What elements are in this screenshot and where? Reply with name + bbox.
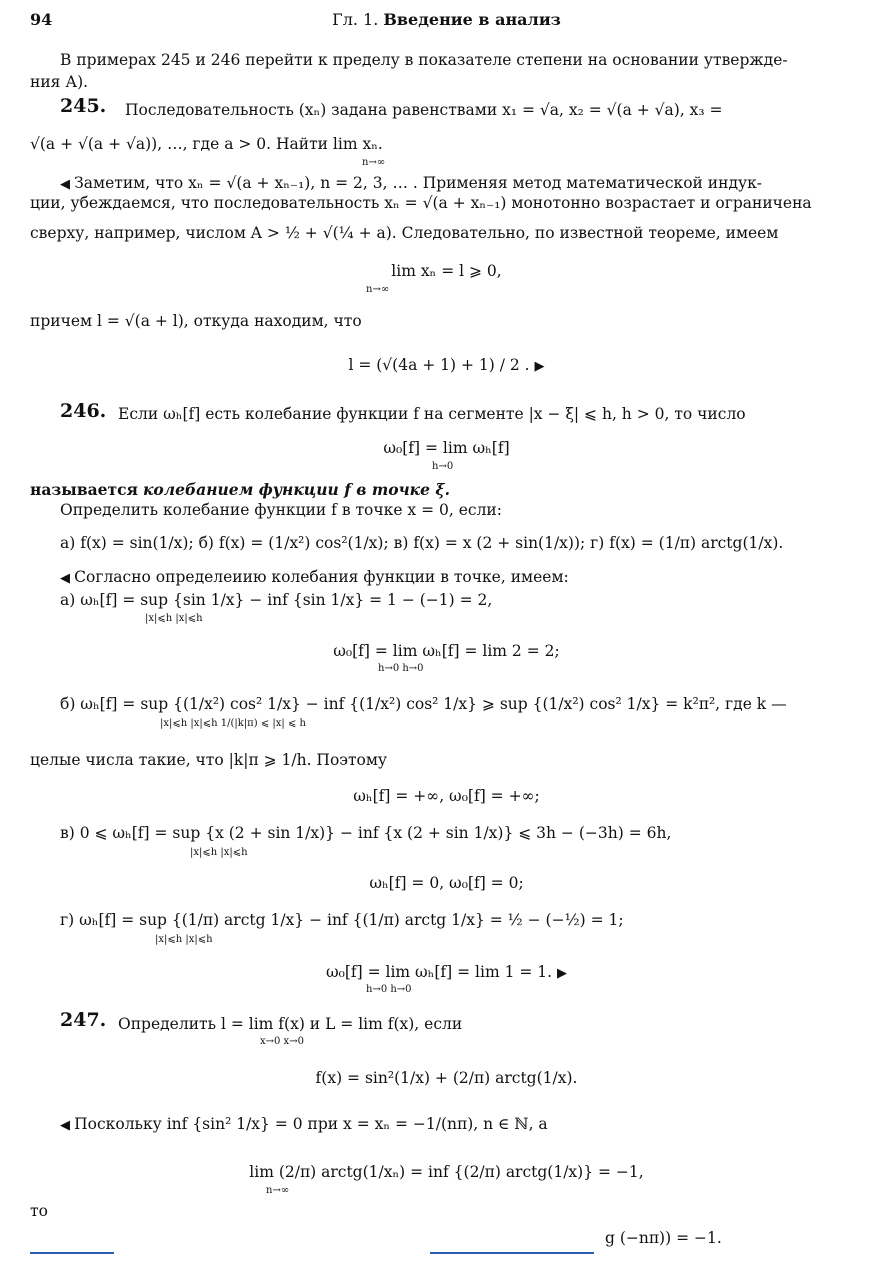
problem-246-line-2 xyxy=(30,480,450,500)
solution-246-d-2: ω₀[f] = lim ωₕ[f] = lim 1 = 1. ▶ xyxy=(325,963,568,981)
solution-247-to: то xyxy=(30,1202,48,1220)
definition-term: колебанием функции f в точке ξ. xyxy=(142,480,450,499)
solution-245-line-1: ◀ Заметим, что xₙ = √(a + xₙ₋₁), n = 2, 3, … . Применяя метод математической индук- xyxy=(60,174,763,192)
solution-end-icon: ▶ xyxy=(534,359,545,374)
solution-246-c-2: ωₕ[f] = 0, ω₀[f] = 0; xyxy=(369,874,524,892)
problem-246-line-3: Определить колебание функции f в точке x = 0, если: xyxy=(60,501,502,519)
limit-subscript: n→∞ xyxy=(366,284,390,295)
formula-limit-l: lim xₙ = l ⩾ 0, xyxy=(391,262,502,280)
solution-end-icon: ▶ xyxy=(557,966,568,981)
chapter-label: Гл. 1. xyxy=(332,10,379,29)
solution-246-a-2: ω₀[f] = lim ωₕ[f] = lim 2 = 2; xyxy=(333,642,560,660)
solution-247-line-1: ◀ Поскольку inf {sin² 1/x} = 0 при x = xₙ = −1/(nπ), n ∈ ℕ, а xyxy=(60,1115,548,1133)
problem-number-245: 245. xyxy=(60,95,107,117)
chapter-title: Введение в анализ xyxy=(383,10,561,29)
solution-246-b-3: ωₕ[f] = +∞, ω₀[f] = +∞; xyxy=(353,787,540,805)
solution-245-line-4: причем l = √(a + l), откуда находим, что xyxy=(30,312,362,330)
limit-subscript: n→∞ xyxy=(362,157,386,168)
solution-246-line-1: ◀ Согласно определеиию колебания функции в точке, имеем: xyxy=(60,568,569,586)
problem-246-line-1: Если ωₕ[f] есть колебание функции f на сегменте |x − ξ| ⩽ h, h > 0, то число xyxy=(118,405,746,423)
link-underline xyxy=(430,1252,594,1254)
solution-start-icon: ◀ xyxy=(60,1118,75,1133)
solution-246-d-1: г) ωₕ[f] = sup {(1/π) arctg 1/x} − inf {(1/π) arctg 1/x} = ½ − (−½) = 1; xyxy=(60,911,624,929)
solution-245-line-3: сверху, например, числом A > ½ + √(¼ + a). Следовательно, по известной теореме, имеем xyxy=(30,224,779,242)
intro-line-2: ния А). xyxy=(30,73,89,91)
formula-f-247: f(x) = sin²(1/x) + (2/π) arctg(1/x). xyxy=(315,1069,578,1087)
solution-245-line-2: ции, убеждаемся, что последовательность xₙ = √(a + xₙ₋₁) монотонно возрастает и ограничена xyxy=(30,194,812,212)
limit-subscripts: h→0 h→0 xyxy=(378,663,424,674)
problem-number-247: 247. xyxy=(60,1009,107,1031)
problem-247-line-1: Определить l = lim f(x) и L = lim f(x), если xyxy=(118,1015,463,1033)
page-number: 94 xyxy=(30,10,53,29)
formula-omega-0: ω₀[f] = lim ωₕ[f] xyxy=(383,439,510,457)
formula-l-result: l = (√(4a + 1) + 1) / 2 . ▶ xyxy=(348,356,545,374)
solution-start-icon: ◀ xyxy=(60,177,75,192)
problem-245-line-1: Последовательность (xₙ) задана равенствами x₁ = √a, x₂ = √(a + √a), x₃ = xyxy=(125,101,723,119)
sup-inf-subscripts: |x|⩽h |x|⩽h xyxy=(145,613,203,624)
solution-246-a-1: а) ωₕ[f] = sup {sin 1/x} − inf {sin 1/x} = 1 − (−1) = 2, xyxy=(60,591,493,609)
solution-247-last: g (−nπ)) = −1. xyxy=(605,1229,722,1247)
solution-start-icon: ◀ xyxy=(60,571,75,586)
intro-line-1: В примерах 245 и 246 перейти к пределу в показателе степени на основании утвержде- xyxy=(60,51,788,69)
sup-inf-subscripts: |x|⩽h |x|⩽h xyxy=(190,847,248,858)
limit-subscripts: x→0 x→0 xyxy=(260,1036,304,1047)
limit-subscripts: h→0 h→0 xyxy=(366,984,412,995)
solution-246-c-1: в) 0 ⩽ ωₕ[f] = sup {x (2 + sin 1/x)} − inf {x (2 + sin 1/x)} ⩽ 3h − (−3h) = 6h, xyxy=(60,824,672,842)
running-header xyxy=(0,10,893,29)
link-underline xyxy=(30,1252,114,1254)
limit-subscript: h→0 xyxy=(432,461,454,472)
limit-subscript: n→∞ xyxy=(266,1185,290,1196)
solution-246-b-1: б) ωₕ[f] = sup {(1/x²) cos² 1/x} − inf {(1/x²) cos² 1/x} ⩾ sup {(1/x²) cos² 1/x} = k²π², где k — xyxy=(60,695,787,713)
problem-246-cases: а) f(x) = sin(1/x); б) f(x) = (1/x²) cos²(1/x); в) f(x) = x (2 + sin(1/x)); г) f(x) = (1/π) arctg(1/x). xyxy=(60,534,784,552)
sup-inf-subscripts: |x|⩽h |x|⩽h 1/(|k|π) ⩽ |x| ⩽ h xyxy=(160,718,306,729)
problem-number-246: 246. xyxy=(60,400,107,422)
solution-246-b-2: целые числа такие, что |k|π ⩾ 1/h. Поэтому xyxy=(30,751,388,769)
sup-inf-subscripts: |x|⩽h |x|⩽h xyxy=(155,934,213,945)
definition-lead: называется xyxy=(30,480,138,499)
problem-245-line-2: √(a + √(a + √a)), …, где a > 0. Найти lim xₙ. xyxy=(30,135,383,153)
solution-247-formula: lim (2/π) arctg(1/xₙ) = inf {(2/π) arctg(1/x)} = −1, xyxy=(249,1163,644,1181)
